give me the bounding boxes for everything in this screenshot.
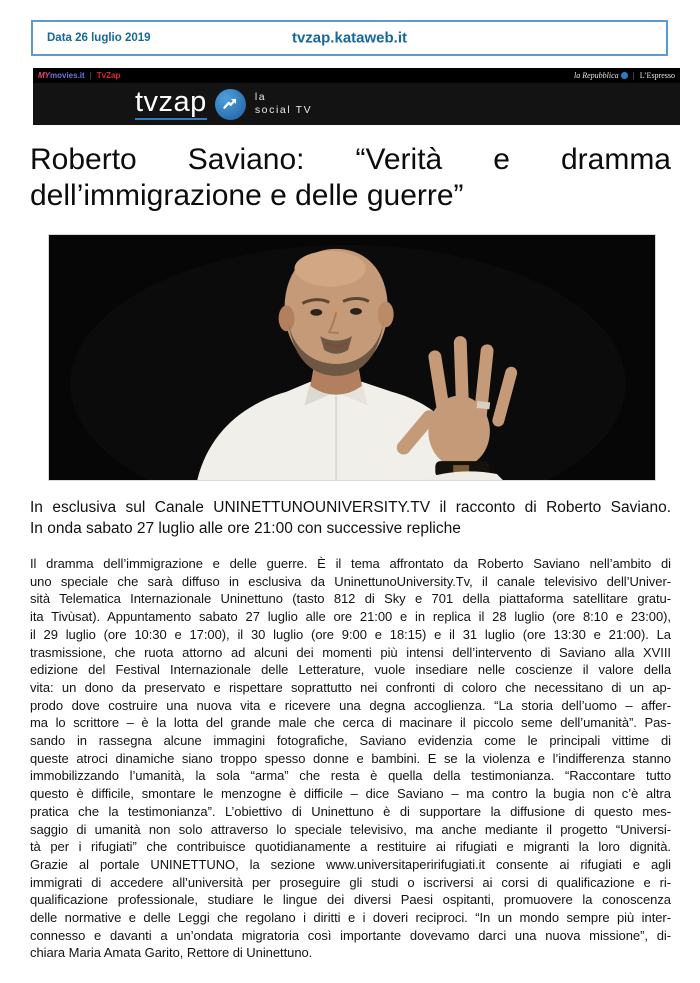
body-line: Grazie al portale UNINETTUNO, la sezione www.universitaperirifugiati.it consente ai rifugiati e agli (30, 856, 671, 872)
site-banner (33, 68, 680, 125)
banner-logo-row (33, 83, 680, 125)
body-line: ma lo scrittore – è la lotta del grande male che cerca di macinare il piccolo seme dell’umanità”. Pas- (30, 715, 671, 731)
nav-tvzap-link[interactable]: TvZap (96, 71, 121, 80)
body-line: il 29 luglio (ore 10:30 e 17:00), il 30 luglio (ore 9:00 e 18:15) e il 31 luglio (ore 13:30 e 21:00). La (30, 626, 671, 642)
body-line: delle normative e delle Leggi che regolano i diritti e i doveri reciproci. “In un mondo sempre più inter- (30, 910, 671, 926)
banner-network-strip (33, 68, 680, 83)
banner-nav-left (38, 68, 120, 83)
headline-line: Roberto Saviano: “Verità e dramma (30, 143, 671, 176)
body-line: saggio di umanità non solo attraverso lo speciale televisivo, ma anche mediante il progetto “Universi- (30, 821, 671, 837)
tvzap-tagline: la social TV (254, 91, 313, 116)
trending-up-arrow-icon (215, 89, 246, 120)
body-line: chiara Maria Amata Garito, Rettore di Uninettuno. (30, 945, 313, 961)
standfirst-line: In esclusiva sul Canale UNINETTUNOUNIVERSITY.TV il racconto di Roberto Saviano. (30, 499, 671, 516)
repubblica-dot-icon (621, 72, 628, 79)
ring (477, 401, 491, 409)
body-line: trasmissione, che ruota attorno ad alcuni dei momenti più intensi dell’intervento di Saviano alla XVIII (30, 644, 671, 660)
nav-separator: | (89, 71, 92, 80)
nav-espresso-link[interactable]: L’Espresso (639, 71, 675, 80)
standfirst-line: In onda sabato 27 luglio alle ore 21:00 con successive repliche (30, 520, 461, 537)
ear-right (378, 301, 394, 327)
body-line: vita: un dono da preservato e rispettare soprattutto nei confronti di coloro che necessitano di un ap- (30, 679, 671, 695)
body-line: qualificazione professionale, studiare le lingue dei diversi Paesi ospitanti, promuovere la conoscenza (30, 892, 671, 908)
document-header-box (31, 20, 668, 56)
eye-right (350, 308, 362, 315)
banner-nav-right (574, 68, 675, 83)
article-headline (30, 142, 671, 214)
body-line: queste atroci dinamiche siano troppo spesso donne e bambini. E se la violenza e l’indifferenza stanno (30, 750, 671, 766)
body-line: pratica che la testimonianza”. L’obiettivo di Uninettuno è di supportare la diffusione di questo mes- (30, 803, 671, 819)
body-line: tà per i rifugiati” che contribuisce quotidianamente a restituire ai rifugiati e migranti la loro dignità. (30, 839, 671, 855)
tvzap-logo[interactable] (135, 88, 312, 120)
body-line: connesso e davanti a un’ondata migratoria così importante dovevamo darci una nuova missione”, di- (30, 927, 671, 943)
body-line: sando in rassegna alcune immagini fotografiche, Saviano evidenzia come le principali vittime di (30, 733, 671, 749)
nav-mymovies-link[interactable]: MYmovies.it (38, 71, 85, 80)
eye-left (310, 309, 322, 316)
source-site-title: tvzap.kataweb.it (291, 29, 408, 47)
document-date: Data 26 luglio 2019 (47, 32, 151, 44)
article-photo-saviano (48, 234, 656, 481)
article-standfirst (30, 497, 671, 539)
article-body (30, 555, 671, 962)
body-line: immobilizzando l’umanità, la sola “arma” che resta è quella della testimonianza. “Raccontare tutto (30, 768, 671, 784)
body-line: edizione del Festival Internazionale delle Letterature, vuole insediare nelle coscienze il valore della (30, 662, 671, 678)
body-line: uno speciale che sarà diffuso in esclusiva da UninettunoUniversity.Tv, il canale televisivo dell’Univer- (30, 573, 671, 589)
body-line: Il dramma dell’immigrazione e delle guerre. È il tema affrontato da Roberto Saviano nell’ambito di (30, 556, 671, 571)
bald-head-highlight (294, 251, 365, 287)
nav-repubblica-link[interactable]: la Repubblica (574, 68, 628, 83)
saviano-portrait-illustration (49, 235, 655, 480)
body-line: sità Telematica Internazionale Uninettuno (tasto 812 di Sky e 701 della piattaforma satellitare gratu- (30, 591, 671, 607)
tvzap-wordmark: tvzap (135, 86, 207, 118)
body-line: questo è difficile, smontare le menzogne è difficile – dice Saviano – ma contro la bugia non c’è altra (30, 786, 671, 802)
nav-separator: | (632, 71, 635, 80)
body-line: immigrati di accedere all’università per proseguire gli studi o iscriversi ai corsi di qualificazione e ri- (30, 874, 671, 890)
body-line: ita Tivùsat). Appuntamento sabato 27 luglio alle ore 21:00 e in replica il 28 luglio (ore 8:10 e 23:00), (30, 609, 671, 625)
ear-left (279, 305, 295, 331)
headline-line: dell’immigrazione e delle guerre” (30, 179, 464, 212)
body-line: prodo dove costruire una nuova vita e ricevere una degna accoglienza. “La storia dell’uomo – affer- (30, 697, 671, 713)
